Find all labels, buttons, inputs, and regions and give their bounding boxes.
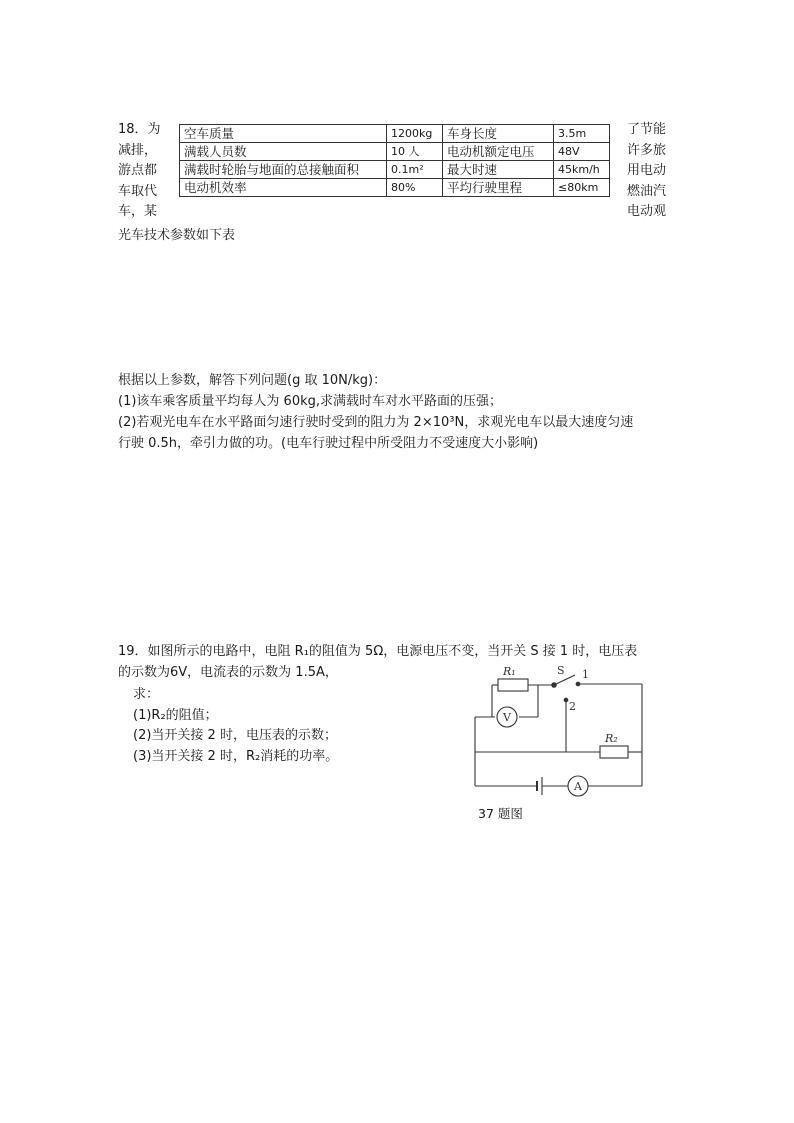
table-cell: 电动机效率 <box>180 179 387 197</box>
table-cell: 10 人 <box>387 143 443 161</box>
table-row <box>180 161 610 179</box>
q18-left-line: 18．为 <box>118 122 161 137</box>
table-cell: ≤80km <box>554 179 610 197</box>
q18-right-column <box>627 120 675 223</box>
switch-label: S <box>557 664 565 677</box>
q18-right-line: 了节能 <box>627 122 667 137</box>
table-cell: 平均行驶里程 <box>443 179 554 197</box>
q18-left-line: 车，某 <box>118 204 158 219</box>
q18-spec-table <box>179 124 610 197</box>
voltmeter-label: V <box>503 711 511 724</box>
q18-right-line: 用电动 <box>627 163 667 178</box>
q18-right-line: 燃油汽 <box>627 183 667 199</box>
q18-left-line: 游点都 <box>118 163 158 178</box>
table-cell: 满载人员数 <box>180 143 387 161</box>
table-row <box>180 179 610 197</box>
table-cell: 电动机额定电压 <box>443 143 554 161</box>
q19-ask: 求： <box>133 687 160 702</box>
q18-right-line: 电动观 <box>627 204 667 219</box>
table-cell: 满载时轮胎与地面的总接触面积 <box>180 161 387 179</box>
circuit-diagram <box>460 660 660 805</box>
table-cell: 车身长度 <box>443 125 554 143</box>
q18-left-line: 车取代 <box>118 183 158 199</box>
table-row <box>180 125 610 143</box>
r2-label: R₂ <box>605 732 618 745</box>
table-cell: 1200kg <box>387 125 443 143</box>
table-row <box>180 143 610 161</box>
q18-intro: 根据以上参数，解答下列问题(g 取 10N/kg)： <box>118 373 387 388</box>
table-cell: 最大时速 <box>443 161 554 179</box>
resistor-r1-symbol <box>498 679 528 691</box>
switch-pos-1-label: 1 <box>582 668 589 681</box>
table-cell: 48V <box>554 143 610 161</box>
q18-tail-line: 光车技术参数如下表 <box>118 228 236 243</box>
q18-left-line: 减排， <box>118 142 158 158</box>
resistor-r2-symbol <box>600 746 628 758</box>
table-cell: 80% <box>387 179 443 197</box>
q19-sub-question-3: (3)当开关接 2 时，R₂消耗的功率。 <box>133 749 339 764</box>
q18-sub-question-2-line-1: (2)若观光电车在水平路面匀速行驶时受到的阻力为 2×10³N，求观光电车以最大速度匀速 <box>118 415 634 430</box>
table-cell: 3.5m <box>554 125 610 143</box>
ammeter-label: A <box>574 780 582 793</box>
table-cell: 45km/h <box>554 161 610 179</box>
r1-label: R₁ <box>503 665 516 678</box>
table-cell: 0.1m² <box>387 161 443 179</box>
switch-pos-2-label: 2 <box>569 700 576 713</box>
figure-caption: 37 题图 <box>478 806 523 821</box>
q19-sub-question-2: (2)当开关接 2 时，电压表的示数； <box>133 728 337 743</box>
table-cell: 空车质量 <box>180 125 387 143</box>
q18-sub-question-1: (1)该车乘客质量平均每人为 60kg,求满载时车对水平路面的压强； <box>118 394 503 409</box>
q19-stem-line-2: 的示数为6V，电流表的示数为 1.5A， <box>118 665 338 680</box>
q19-stem-line-1: 19．如图所示的电路中，电阻 R₁的阻值为 5Ω，电源电压不变，当开关 S 接 1 时，电压表 <box>118 644 638 659</box>
q19-sub-question-1: (1)R₂的阻值； <box>133 708 218 723</box>
q18-sub-question-2-line-2: 行驶 0.5h，牵引力做的功。(电车行驶过程中所受阻力不受速度大小影响) <box>118 436 539 451</box>
q18-left-column <box>118 120 164 223</box>
q18-right-line: 许多旅 <box>627 142 667 158</box>
